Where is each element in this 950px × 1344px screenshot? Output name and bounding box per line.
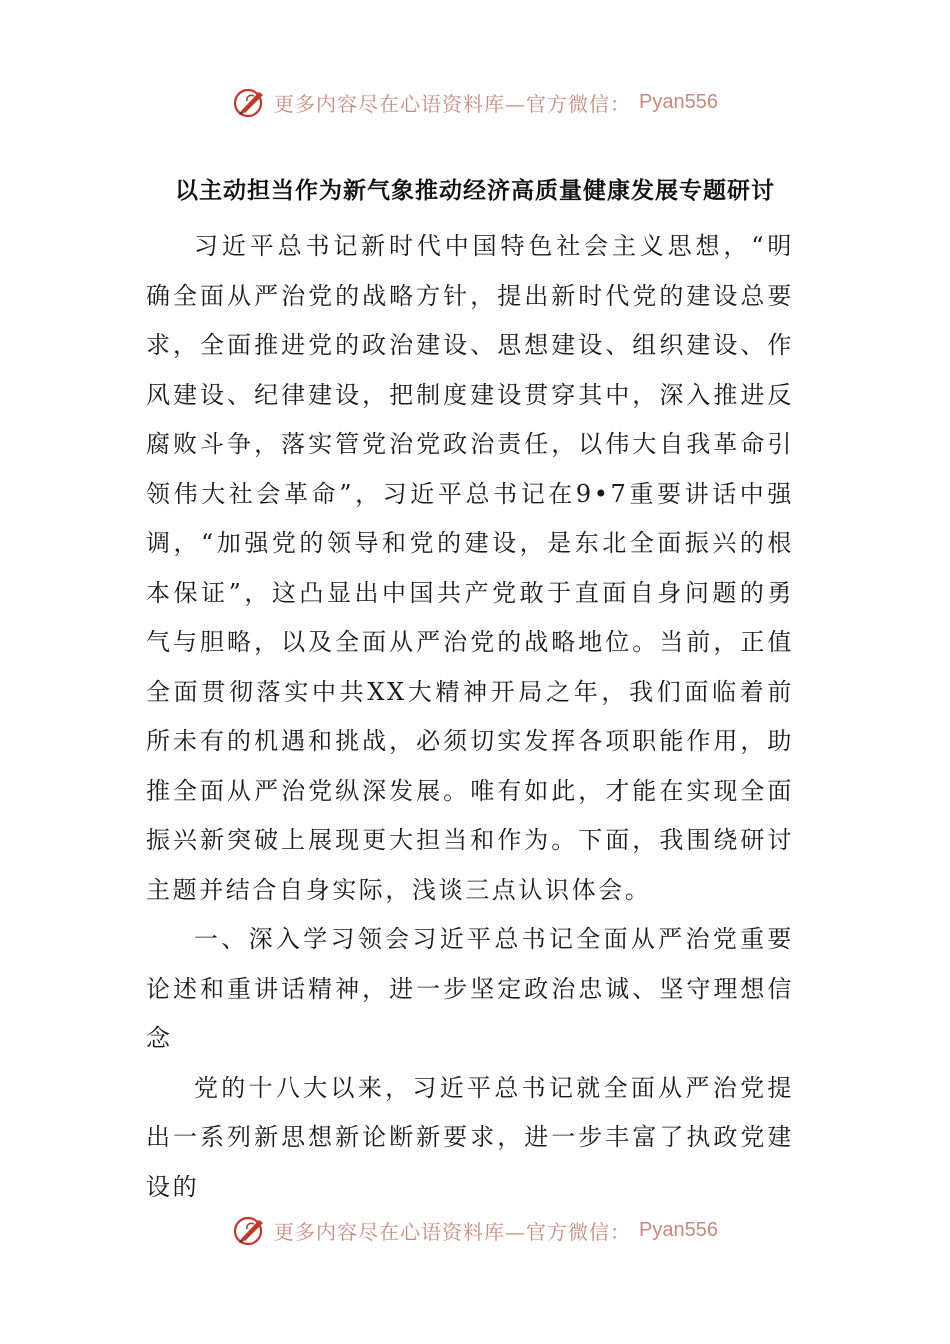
pen-logo-icon — [232, 84, 268, 120]
watermark-text: 更多内容尽在心语资料库—官方微信： — [274, 91, 632, 116]
paragraph-intro: 习近平总书记新时代中国特色社会主义思想，“明确全面从严治党的战略方针，提出新时代党的建设总要求，全面推进党的政治建设、思想建设、组织建设、作风建设、纪律建设，把制度建设贯穿其中，深入推进反腐败斗争，落实管党治党政治责任，以伟大自我革命引领伟大社会革命”，习近平总书记在9•7重要讲话中强调，“加强党的领导和党的建设，是东北全面振兴的根本保证”，这凸显出中国共产党敢于直面自身问题的勇气与胆略，以及全面从严治党的战略地位。当前，正值全面贯彻落实中共XX大精神开局之年，我们面临着前所未有的机遇和挑战，必须切实发挥各项职能作用，助推全面从严治党纵深发展。唯有如此，才能在实现全面振兴新突破上展现更大担当和作为。下面，我围绕研讨主题并结合自身实际，浅谈三点认识体会。 — [146, 232, 794, 904]
footer-watermark — [0, 1210, 950, 1250]
header-watermark — [0, 82, 950, 122]
pen-logo-icon — [232, 1212, 268, 1248]
document-body — [146, 222, 794, 1212]
document-title: 以主动担当作为新气象推动经济高质量健康发展专题研讨 — [175, 178, 775, 204]
watermark-text: 更多内容尽在心语资料库—官方微信： — [274, 1219, 632, 1244]
watermark-account: Pyan556 — [639, 90, 718, 113]
section-heading-1: 一、深入学习领会习近平总书记全面从严治党重要论述和重讲话精神，进一步坚定政治忠诚、坚守理想信念 — [146, 925, 794, 1052]
paragraph-section-1: 党的十八大以来，习近平总书记就全面从严治党提出一系列新思想新论断新要求，进一步丰富了执政党建设的 — [146, 1073, 794, 1201]
watermark-account: Pyan556 — [639, 1218, 718, 1241]
